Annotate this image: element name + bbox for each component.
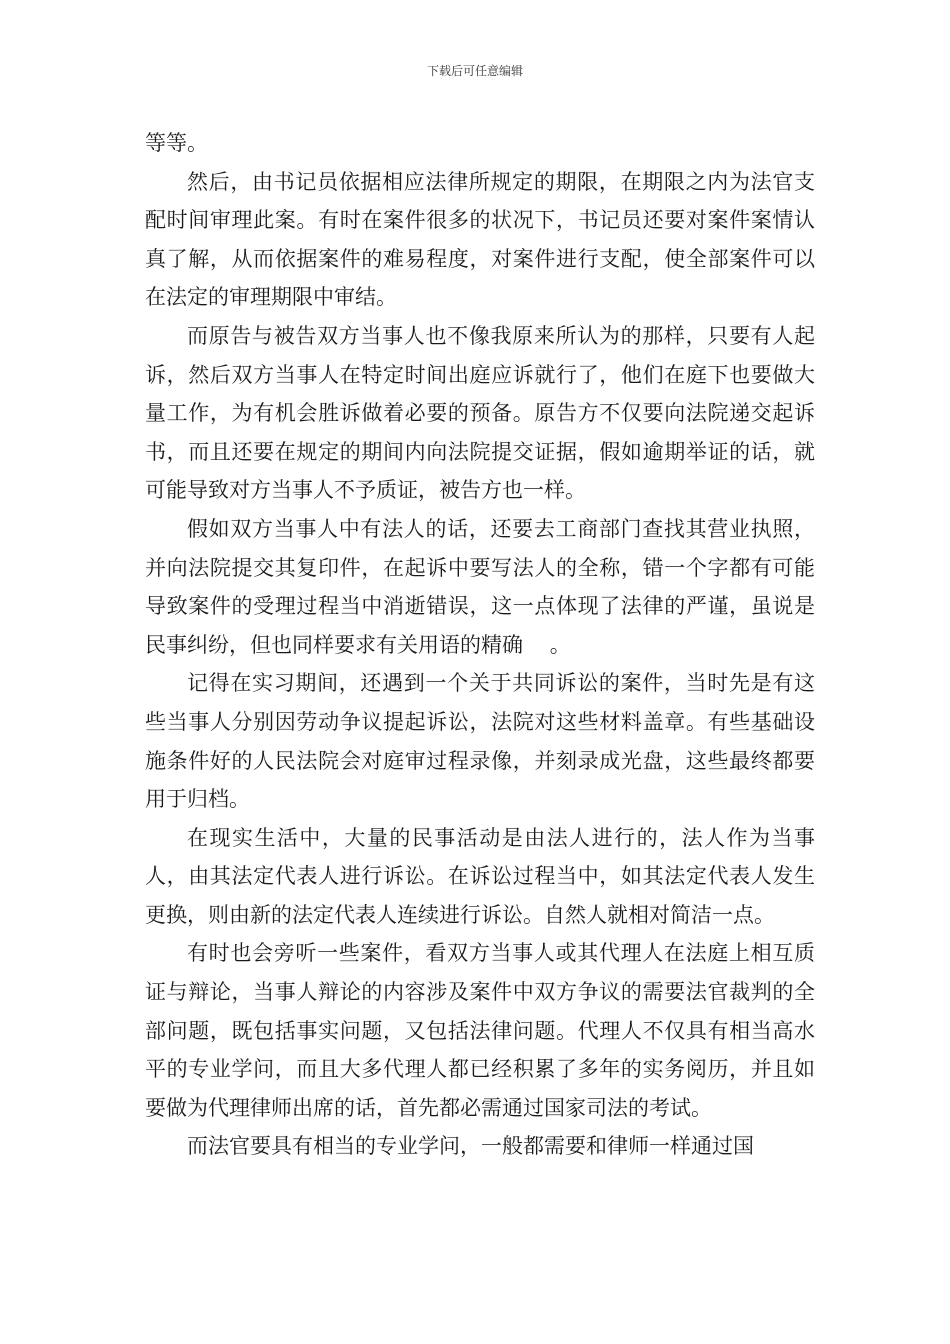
- document-body: [145, 124, 815, 1166]
- paragraph-8: 而法官要具有相当的专业学问，一般都需要和律师一样通过国: [187, 1134, 754, 1159]
- paragraph-2: 然后，由书记员依据相应法律所规定的期限，在期限之内为法官支配时间审理此案。有时在案件很多的状况下，书记员还要对案件案情认真了解，从而依据案件的难易程度，对案件进行支配，使全部案件可以在法定的审理期限中审结。: [145, 169, 815, 310]
- paragraph-3: 而原告与被告双方当事人也不像我原来所认为的那样，只要有人起诉，然后双方当事人在特定时间出庭应诉就行了，他们在庭下也要做大量工作，为有机会胜诉做着必要的预备。原告方不仅要向法院递交起诉书，而且还要在规定的期间内向法院提交证据，假如逾期举证的话，就可能导致对方当事人不予质证，被告方也一样。: [145, 323, 815, 503]
- paragraph-1: 等等。: [145, 131, 208, 155]
- paragraph-5: 记得在实习期间，还遇到一个关于共同诉讼的案件，当时先是有这些当事人分别因劳动争议提起诉讼，法院对这些材料盖章。有些基础设施条件好的人民法院会对庭审过程录像，并刻录成光盘，这些最终都要用于归档。: [145, 671, 815, 812]
- paragraph-7: 有时也会旁听一些案件，看双方当事人或其代理人在法庭上相互质证与辩论，当事人辩论的内容涉及案件中双方争议的需要法官裁判的全部问题，既包括事实问题，又包括法律问题。代理人不仅具有相当高水平的专业学问，而且大多代理人都已经积累了多年的实务阅历，并且如要做为代理律师出席的话，首先都必需通过国家司法的考试。: [145, 941, 815, 1120]
- paragraph-6: 在现实生活中，大量的民事活动是由法人进行的，法人作为当事人，由其法定代表人进行诉讼。在诉讼过程当中，如其法定代表人发生更换，则由新的法定代表人连续进行诉讼。自然人就相对简洁一点。: [145, 825, 815, 927]
- paragraph-4: 假如双方当事人中有法人的话，还要去工商部门查找其营业执照，并向法院提交其复印件，在起诉中要写法人的全称，错一个字都有可能导致案件的受理过程当中消逝错误，这一点体现了法律的严谨，虽说是民事纠纷，但也同样要求有关用语的精确 。: [145, 516, 815, 657]
- page-header: 下载后可任意编辑: [426, 64, 523, 78]
